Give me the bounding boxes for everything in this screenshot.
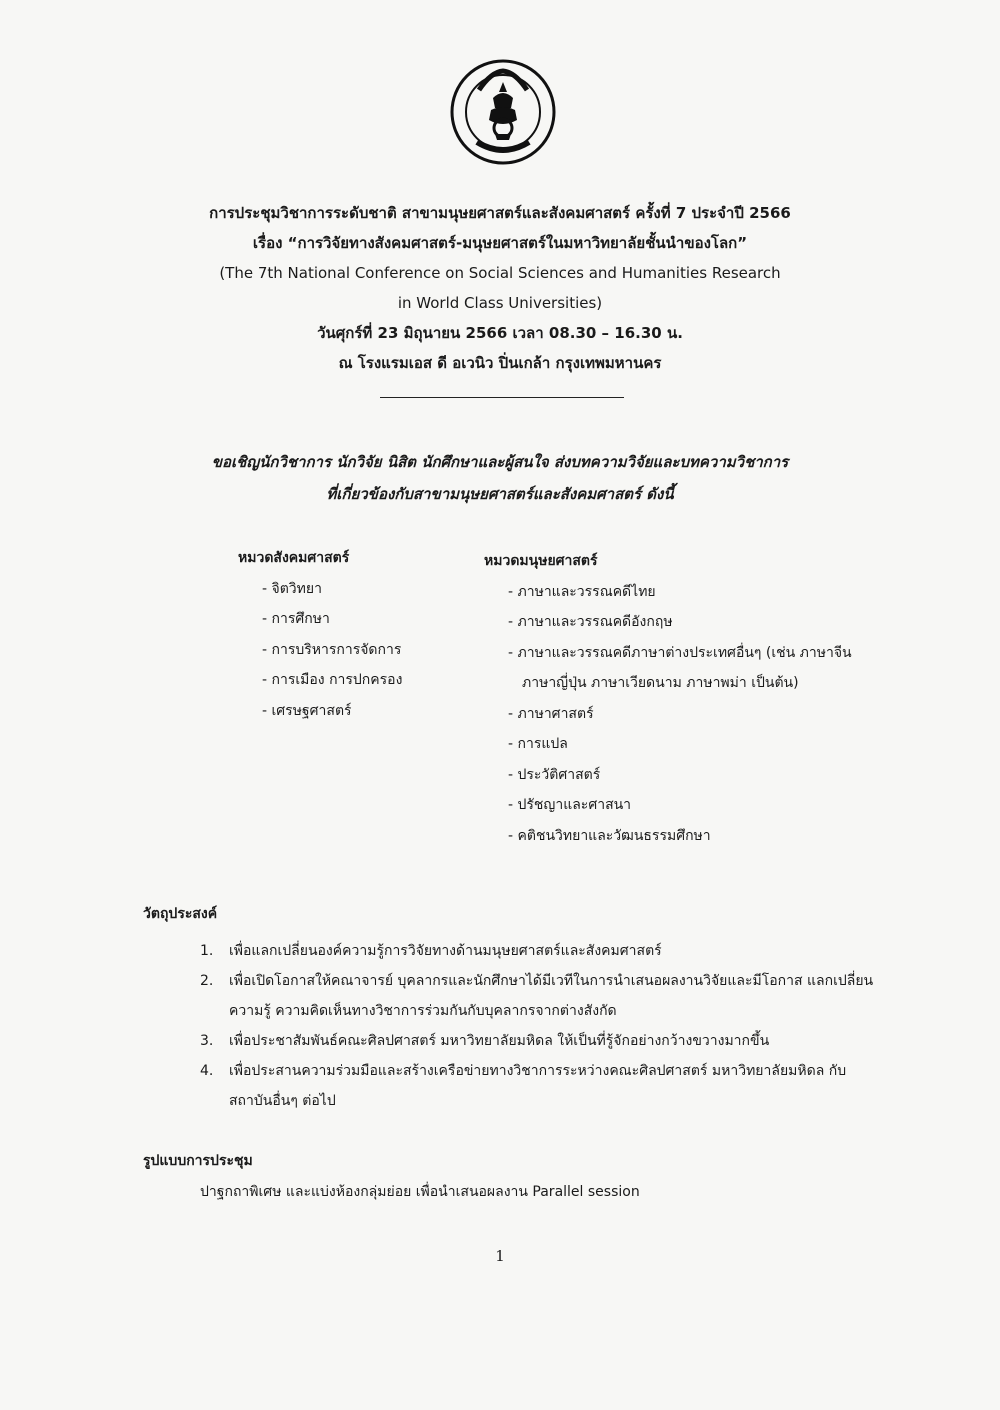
objective-text: เพื่อแลกเปลี่ยนองค์ความรู้การวิจัยทางด้านมนุษยศาสตร์และสังคมศาสตร์ bbox=[229, 943, 662, 959]
list-item: - เศรษฐศาสตร์ bbox=[262, 702, 352, 719]
category-heading: หมวดมนุษยศาสตร์ bbox=[484, 553, 598, 569]
university-seal-logo bbox=[449, 58, 557, 166]
list-item-continuation: ภาษาญี่ปุ่น ภาษาเวียดนาม ภาษาพม่า เป็นต้น) bbox=[522, 675, 799, 691]
objective-number: 2. bbox=[200, 973, 214, 989]
list-item: - ประวัติศาสตร์ bbox=[508, 766, 601, 783]
invitation-line: ขอเชิญนักวิชาการ นักวิจัย นิสิต นักศึกษาและผู้สนใจ ส่งบทความวิจัยและบทความวิชาการ bbox=[211, 453, 789, 471]
objective-number: 4. bbox=[200, 1063, 214, 1079]
format-title: รูปแบบการประชุม bbox=[143, 1153, 253, 1169]
header-divider bbox=[380, 397, 624, 398]
objective-number: 1. bbox=[200, 943, 214, 959]
list-item: - การเมือง การปกครอง bbox=[262, 672, 403, 688]
conference-header bbox=[0, 198, 1000, 378]
objective-item bbox=[200, 966, 880, 1026]
objective-item bbox=[200, 1056, 880, 1116]
objectives-list bbox=[200, 936, 880, 1116]
list-item: - การแปล bbox=[508, 736, 568, 752]
list-item: - ภาษาและวรรณคดีอังกฤษ bbox=[508, 614, 673, 630]
list-item: - คติชนวิทยาและวัฒนธรรมศึกษา bbox=[508, 827, 711, 844]
objectives-title: วัตถุประสงค์ bbox=[143, 906, 218, 922]
invitation-line: ที่เกี่ยวข้องกับสาขามนุษยศาสตร์และสังคมศาสตร์ ดังนี้ bbox=[326, 485, 674, 503]
conference-title-en-cont: in World Class Universities) bbox=[397, 294, 603, 312]
list-item: - ภาษาศาสตร์ bbox=[508, 705, 594, 722]
format-text: ปาฐกถาพิเศษ และแบ่งห้องกลุ่มย่อย เพื่อนำเสนอผลงาน Parallel session bbox=[200, 1184, 640, 1200]
objective-item bbox=[200, 936, 880, 966]
list-item: - การบริหารการจัดการ bbox=[262, 641, 402, 658]
list-item: - ปรัชญาและศาสนา bbox=[508, 797, 632, 813]
page-number: 1 bbox=[495, 1247, 505, 1265]
conference-date: วันศุกร์ที่ 23 มิถุนายน 2566 เวลา 08.30 – 16.30 น. bbox=[317, 324, 683, 342]
list-item: - การศึกษา bbox=[262, 611, 330, 627]
conference-title-en: (The 7th National Conference on Social Sciences and Humanities Research bbox=[219, 264, 781, 282]
objective-text: เพื่อเปิดโอกาสให้คณาจารย์ บุคลากรและนักศึกษาได้มีเวทีในการนำเสนอผลงานวิจัยและมีโอกาส แลกเปลี่ยนความรู้ ความคิดเห็นทางวิชาการร่วมกันกับบุคลากรจากต่างสังกัด bbox=[229, 973, 874, 1019]
objective-text: เพื่อประชาสัมพันธ์คณะศิลปศาสตร์ มหาวิทยาลัยมหิดล ให้เป็นที่รู้จักอย่างกว้างขวางมากขึ้น bbox=[229, 1033, 770, 1049]
social-sciences-category bbox=[238, 543, 402, 726]
objective-number: 3. bbox=[200, 1033, 214, 1049]
conference-theme: เรื่อง “การวิจัยทางสังคมศาสตร์-มนุษยศาสตร์ในมหาวิทยาลัยชั้นนำของโลก” bbox=[252, 234, 748, 252]
category-heading: หมวดสังคมศาสตร์ bbox=[238, 550, 350, 566]
objective-item bbox=[200, 1026, 880, 1056]
objective-text: เพื่อประสานความร่วมมือและสร้างเครือข่ายทางวิชาการระหว่างคณะศิลปศาสตร์ มหาวิทยาลัยมหิดล กับสถาบันอื่นๆ ต่อไป bbox=[229, 1063, 847, 1109]
invitation-text bbox=[0, 446, 1000, 510]
conference-venue: ณ โรงแรมเอส ดี อเวนิว ปิ่นเกล้า กรุงเทพมหานคร bbox=[338, 354, 662, 372]
humanities-category bbox=[484, 546, 852, 851]
list-item: - ภาษาและวรรณคดีไทย bbox=[508, 583, 656, 600]
list-item: - ภาษาและวรรณคดีภาษาต่างประเทศอื่นๆ (เช่น ภาษาจีน bbox=[508, 644, 852, 661]
list-item: - จิตวิทยา bbox=[262, 580, 322, 597]
conference-title: การประชุมวิชาการระดับชาติ สาขามนุษยศาสตร์และสังคมศาสตร์ ครั้งที่ 7 ประจำปี 2566 bbox=[209, 204, 791, 222]
